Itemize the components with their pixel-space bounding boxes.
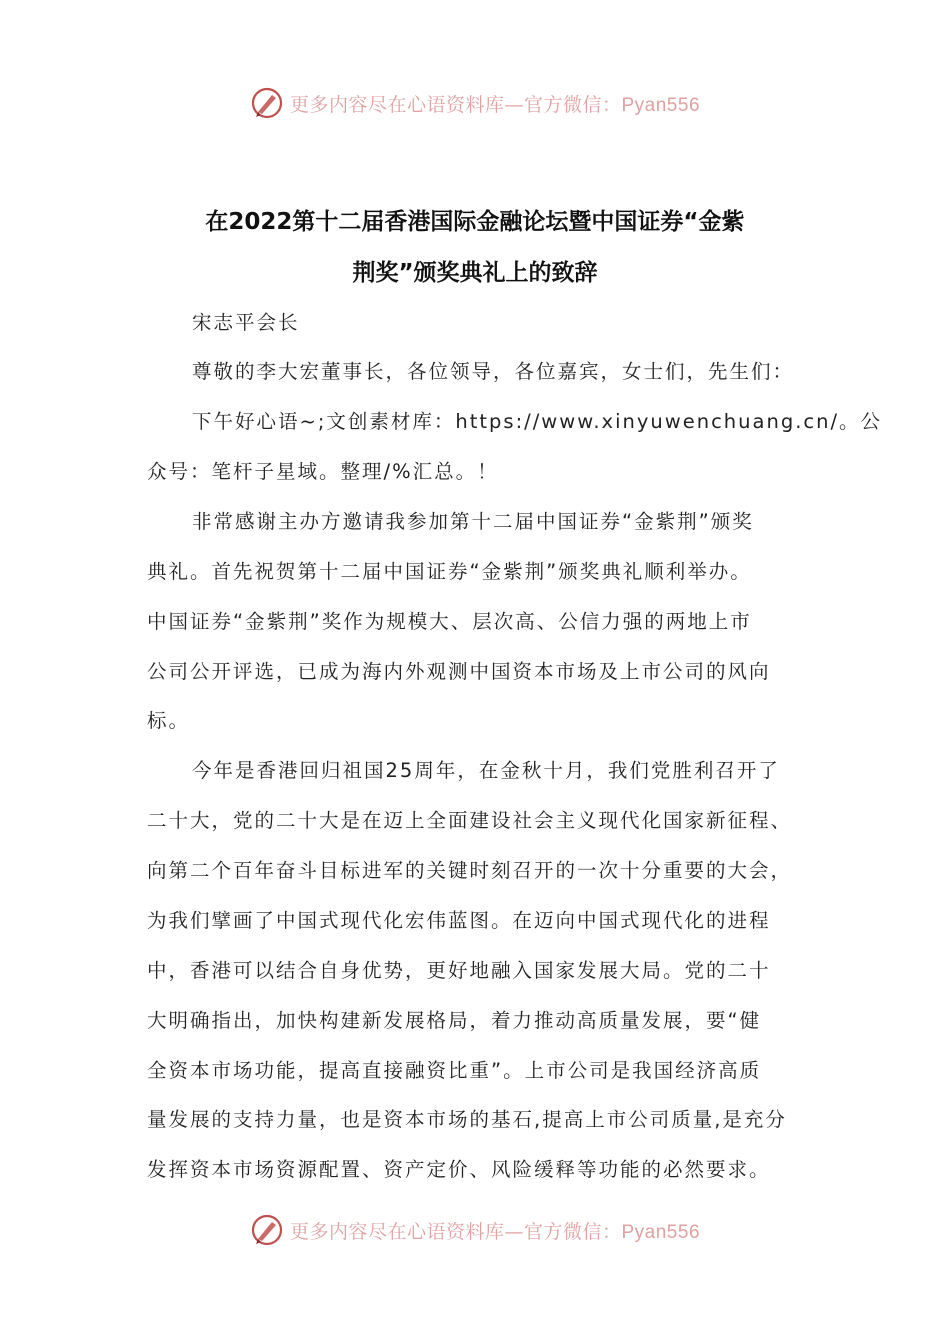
body-line: 下午好心语~;文创素材库：https://www.xinyuwenchuang.cn/。公 — [192, 410, 883, 433]
speaker-line: 宋志平会长 — [192, 311, 300, 334]
body-line: 向第二个百年奋斗目标进军的关键时刻召开的一次十分重要的大会， — [147, 859, 793, 882]
body-line: 发挥资本市场资源配置、资产定价、风险缓释等功能的必然要求。 — [147, 1158, 771, 1181]
wechat-id: Pyan556 — [621, 94, 701, 116]
document-title-line-1: 在2022第十二届香港国际金融论坛暨中国证券“金紫 — [205, 209, 745, 235]
header-watermark — [0, 78, 950, 128]
body-line: 二十大，党的二十大是在迈上全面建设社会主义现代化国家新征程、 — [147, 809, 793, 832]
body-line: 众号：笔杆子星域。整理/%汇总。！ — [147, 460, 499, 483]
wechat-id: Pyan556 — [621, 1221, 701, 1243]
body-line: 大明确指出，加快构建新发展格局，着力推动高质量发展，要“健 — [147, 1009, 762, 1032]
salutation-line: 尊敬的李大宏董事长，各位领导，各位嘉宾，女士们，先生们： — [192, 360, 795, 383]
watermark-text: 更多内容尽在心语资料库—官方微信：Pyan556 — [289, 1220, 701, 1243]
body-line: 为我们擘画了中国式现代化宏伟蓝图。在迈向中国式现代化的进程 — [147, 909, 771, 932]
body-line: 中，香港可以结合自身优势，更好地融入国家发展大局。党的二十 — [147, 959, 771, 982]
body-line: 量发展的支持力量，也是资本市场的基石,提高上市公司质量,是充分 — [147, 1108, 787, 1131]
document-title-line-2: 荆奖”颁奖典礼上的致辞 — [352, 260, 598, 286]
pen-logo-icon — [250, 86, 284, 120]
body-line: 全资本市场功能，提高直接融资比重”。上市公司是我国经济高质 — [147, 1059, 762, 1082]
body-line: 典礼。首先祝贺第十二届中国证券“金紫荆”颁奖典礼顺利举办。 — [147, 560, 752, 583]
body-line: 今年是香港回归祖国25周年，在金秋十月，我们党胜利召开了 — [192, 759, 780, 782]
body-line: 中国证券“金紫荆”奖作为规模大、层次高、公信力强的两地上市 — [147, 610, 752, 633]
pen-logo-icon — [250, 1213, 284, 1247]
body-line: 标。 — [147, 709, 191, 732]
footer-watermark — [0, 1205, 950, 1255]
body-line: 非常感谢主办方邀请我参加第十二届中国证券“金紫荆”颁奖 — [192, 510, 754, 533]
body-line: 公司公开评选，已成为海内外观测中国资本市场及上市公司的风向 — [147, 660, 771, 683]
watermark-text: 更多内容尽在心语资料库—官方微信：Pyan556 — [289, 93, 701, 116]
